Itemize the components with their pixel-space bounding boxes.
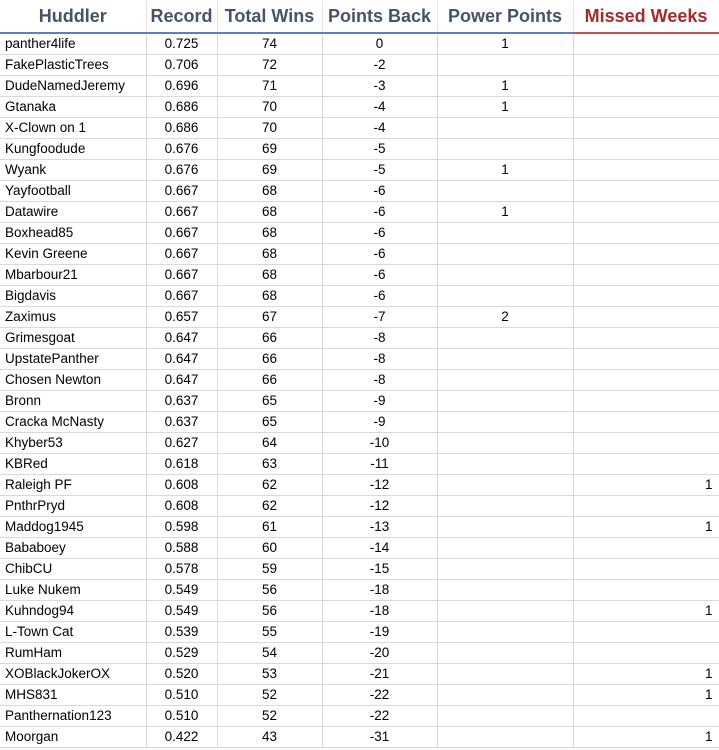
cell-points-back[interactable]: -8 bbox=[322, 349, 437, 370]
cell-points-back[interactable]: -2 bbox=[322, 55, 437, 76]
cell-record[interactable]: 0.667 bbox=[146, 181, 217, 202]
cell-total-wins[interactable]: 68 bbox=[217, 202, 322, 223]
cell-huddler[interactable]: XOBlackJokerOX bbox=[0, 664, 146, 685]
cell-points-back[interactable]: -13 bbox=[322, 517, 437, 538]
cell-points-back[interactable]: -18 bbox=[322, 601, 437, 622]
cell-total-wins[interactable]: 67 bbox=[217, 307, 322, 328]
cell-record[interactable]: 0.510 bbox=[146, 706, 217, 727]
cell-record[interactable]: 0.667 bbox=[146, 202, 217, 223]
cell-huddler[interactable]: DudeNamedJeremy bbox=[0, 76, 146, 97]
cell-huddler[interactable]: Grimesgoat bbox=[0, 328, 146, 349]
cell-total-wins[interactable]: 68 bbox=[217, 181, 322, 202]
cell-record[interactable]: 0.686 bbox=[146, 118, 217, 139]
cell-total-wins[interactable]: 66 bbox=[217, 328, 322, 349]
table-row bbox=[0, 538, 719, 559]
cell-total-wins[interactable]: 64 bbox=[217, 433, 322, 454]
cell-record[interactable]: 0.647 bbox=[146, 349, 217, 370]
cell-missed-weeks[interactable] bbox=[573, 244, 719, 265]
cell-missed-weeks[interactable] bbox=[573, 139, 719, 160]
cell-record[interactable]: 0.637 bbox=[146, 391, 217, 412]
table-row bbox=[0, 181, 719, 202]
table-row bbox=[0, 454, 719, 475]
header-record[interactable]: Record bbox=[146, 0, 217, 33]
cell-record[interactable]: 0.667 bbox=[146, 223, 217, 244]
cell-missed-weeks[interactable] bbox=[573, 118, 719, 139]
cell-points-back[interactable]: -6 bbox=[322, 286, 437, 307]
cell-missed-weeks[interactable] bbox=[573, 265, 719, 286]
cell-points-back[interactable]: -4 bbox=[322, 118, 437, 139]
cell-record[interactable]: 0.627 bbox=[146, 433, 217, 454]
cell-missed-weeks[interactable] bbox=[573, 559, 719, 580]
cell-total-wins[interactable]: 43 bbox=[217, 727, 322, 748]
cell-total-wins[interactable]: 70 bbox=[217, 118, 322, 139]
cell-record[interactable]: 0.686 bbox=[146, 97, 217, 118]
cell-missed-weeks[interactable] bbox=[573, 538, 719, 559]
cell-power-points[interactable]: 1 bbox=[437, 33, 573, 55]
cell-missed-weeks[interactable] bbox=[573, 433, 719, 454]
cell-total-wins[interactable]: 72 bbox=[217, 55, 322, 76]
cell-total-wins[interactable]: 62 bbox=[217, 496, 322, 517]
table-row bbox=[0, 475, 719, 496]
cell-huddler[interactable]: MHS831 bbox=[0, 685, 146, 706]
cell-total-wins[interactable]: 68 bbox=[217, 244, 322, 265]
cell-missed-weeks[interactable]: 1 bbox=[573, 601, 719, 622]
cell-huddler[interactable]: Maddog1945 bbox=[0, 517, 146, 538]
cell-power-points[interactable] bbox=[437, 55, 573, 76]
cell-record[interactable]: 0.657 bbox=[146, 307, 217, 328]
cell-missed-weeks[interactable] bbox=[573, 706, 719, 727]
cell-huddler[interactable]: Kuhndog94 bbox=[0, 601, 146, 622]
cell-missed-weeks[interactable] bbox=[573, 580, 719, 601]
table-row bbox=[0, 391, 719, 412]
table-row bbox=[0, 202, 719, 223]
cell-total-wins[interactable]: 71 bbox=[217, 76, 322, 97]
cell-huddler[interactable]: ChibCU bbox=[0, 559, 146, 580]
header-points-back[interactable]: Points Back bbox=[322, 0, 437, 33]
cell-power-points[interactable] bbox=[437, 328, 573, 349]
cell-huddler[interactable]: Wyank bbox=[0, 160, 146, 181]
cell-total-wins[interactable]: 68 bbox=[217, 286, 322, 307]
cell-record[interactable]: 0.696 bbox=[146, 76, 217, 97]
cell-power-points[interactable] bbox=[437, 538, 573, 559]
cell-power-points[interactable]: 1 bbox=[437, 97, 573, 118]
cell-points-back[interactable]: -22 bbox=[322, 706, 437, 727]
cell-huddler[interactable]: Raleigh PF bbox=[0, 475, 146, 496]
table-row bbox=[0, 286, 719, 307]
cell-power-points[interactable] bbox=[437, 244, 573, 265]
cell-power-points[interactable] bbox=[437, 391, 573, 412]
cell-points-back[interactable]: -15 bbox=[322, 559, 437, 580]
cell-record[interactable]: 0.422 bbox=[146, 727, 217, 748]
cell-points-back[interactable]: -14 bbox=[322, 538, 437, 559]
cell-missed-weeks[interactable] bbox=[573, 454, 719, 475]
cell-total-wins[interactable]: 66 bbox=[217, 370, 322, 391]
table-row bbox=[0, 33, 719, 55]
cell-huddler[interactable]: Bronn bbox=[0, 391, 146, 412]
table-row bbox=[0, 559, 719, 580]
cell-huddler[interactable]: Kungfoodude bbox=[0, 139, 146, 160]
cell-power-points[interactable] bbox=[437, 685, 573, 706]
cell-total-wins[interactable]: 55 bbox=[217, 622, 322, 643]
cell-missed-weeks[interactable]: 1 bbox=[573, 475, 719, 496]
cell-missed-weeks[interactable] bbox=[573, 349, 719, 370]
cell-points-back[interactable]: -11 bbox=[322, 454, 437, 475]
cell-record[interactable]: 0.510 bbox=[146, 685, 217, 706]
cell-points-back[interactable]: -12 bbox=[322, 496, 437, 517]
cell-huddler[interactable]: Chosen Newton bbox=[0, 370, 146, 391]
cell-power-points[interactable] bbox=[437, 349, 573, 370]
cell-record[interactable]: 0.549 bbox=[146, 580, 217, 601]
cell-total-wins[interactable]: 68 bbox=[217, 265, 322, 286]
cell-record[interactable]: 0.549 bbox=[146, 601, 217, 622]
table-row bbox=[0, 97, 719, 118]
cell-total-wins[interactable]: 69 bbox=[217, 160, 322, 181]
table-row bbox=[0, 328, 719, 349]
cell-record[interactable]: 0.647 bbox=[146, 328, 217, 349]
cell-total-wins[interactable]: 66 bbox=[217, 349, 322, 370]
cell-power-points[interactable] bbox=[437, 223, 573, 244]
cell-missed-weeks[interactable] bbox=[573, 286, 719, 307]
cell-record[interactable]: 0.667 bbox=[146, 286, 217, 307]
cell-huddler[interactable]: Cracka McNasty bbox=[0, 412, 146, 433]
cell-record[interactable]: 0.637 bbox=[146, 412, 217, 433]
cell-total-wins[interactable]: 52 bbox=[217, 706, 322, 727]
cell-missed-weeks[interactable] bbox=[573, 307, 719, 328]
cell-power-points[interactable] bbox=[437, 139, 573, 160]
cell-huddler[interactable]: KBRed bbox=[0, 454, 146, 475]
table-row bbox=[0, 265, 719, 286]
cell-huddler[interactable]: FakePlasticTrees bbox=[0, 55, 146, 76]
cell-power-points[interactable] bbox=[437, 118, 573, 139]
standings-body bbox=[0, 33, 719, 748]
cell-points-back[interactable]: -6 bbox=[322, 244, 437, 265]
cell-points-back[interactable]: -6 bbox=[322, 181, 437, 202]
cell-huddler[interactable]: UpstatePanther bbox=[0, 349, 146, 370]
cell-record[interactable]: 0.539 bbox=[146, 622, 217, 643]
table-row bbox=[0, 580, 719, 601]
cell-power-points[interactable] bbox=[437, 454, 573, 475]
table-row bbox=[0, 139, 719, 160]
cell-record[interactable]: 0.520 bbox=[146, 664, 217, 685]
cell-total-wins[interactable]: 54 bbox=[217, 643, 322, 664]
cell-points-back[interactable]: -9 bbox=[322, 412, 437, 433]
cell-record[interactable]: 0.725 bbox=[146, 33, 217, 55]
table-row bbox=[0, 433, 719, 454]
cell-huddler[interactable]: Mbarbour21 bbox=[0, 265, 146, 286]
cell-total-wins[interactable]: 65 bbox=[217, 391, 322, 412]
table-row bbox=[0, 685, 719, 706]
table-row bbox=[0, 223, 719, 244]
table-row bbox=[0, 76, 719, 97]
cell-power-points[interactable] bbox=[437, 706, 573, 727]
cell-missed-weeks[interactable]: 1 bbox=[573, 517, 719, 538]
table-row bbox=[0, 727, 719, 748]
cell-power-points[interactable] bbox=[437, 433, 573, 454]
table-row bbox=[0, 244, 719, 265]
cell-power-points[interactable] bbox=[437, 601, 573, 622]
cell-points-back[interactable]: -6 bbox=[322, 223, 437, 244]
table-row bbox=[0, 496, 719, 517]
cell-huddler[interactable]: Bigdavis bbox=[0, 286, 146, 307]
cell-huddler[interactable]: Bababoey bbox=[0, 538, 146, 559]
cell-missed-weeks[interactable] bbox=[573, 202, 719, 223]
cell-points-back[interactable]: -12 bbox=[322, 475, 437, 496]
cell-huddler[interactable]: Zaximus bbox=[0, 307, 146, 328]
cell-missed-weeks[interactable]: 1 bbox=[573, 727, 719, 748]
cell-points-back[interactable]: -8 bbox=[322, 370, 437, 391]
cell-points-back[interactable]: -21 bbox=[322, 664, 437, 685]
cell-missed-weeks[interactable] bbox=[573, 76, 719, 97]
cell-huddler[interactable]: Panthernation123 bbox=[0, 706, 146, 727]
cell-points-back[interactable]: -7 bbox=[322, 307, 437, 328]
cell-total-wins[interactable]: 62 bbox=[217, 475, 322, 496]
cell-total-wins[interactable]: 74 bbox=[217, 33, 322, 55]
cell-missed-weeks[interactable] bbox=[573, 496, 719, 517]
cell-total-wins[interactable]: 56 bbox=[217, 580, 322, 601]
cell-huddler[interactable]: L-Town Cat bbox=[0, 622, 146, 643]
cell-total-wins[interactable]: 56 bbox=[217, 601, 322, 622]
cell-points-back[interactable]: -3 bbox=[322, 76, 437, 97]
table-row bbox=[0, 622, 719, 643]
table-row bbox=[0, 307, 719, 328]
cell-points-back[interactable]: -8 bbox=[322, 328, 437, 349]
cell-power-points[interactable] bbox=[437, 286, 573, 307]
header-total-wins[interactable]: Total Wins bbox=[217, 0, 322, 33]
cell-total-wins[interactable]: 69 bbox=[217, 139, 322, 160]
cell-points-back[interactable]: -22 bbox=[322, 685, 437, 706]
table-row bbox=[0, 412, 719, 433]
cell-power-points[interactable]: 1 bbox=[437, 202, 573, 223]
cell-huddler[interactable]: Luke Nukem bbox=[0, 580, 146, 601]
cell-power-points[interactable]: 2 bbox=[437, 307, 573, 328]
cell-total-wins[interactable]: 61 bbox=[217, 517, 322, 538]
cell-power-points[interactable]: 1 bbox=[437, 160, 573, 181]
cell-record[interactable]: 0.608 bbox=[146, 475, 217, 496]
cell-total-wins[interactable]: 68 bbox=[217, 223, 322, 244]
cell-missed-weeks[interactable] bbox=[573, 622, 719, 643]
table-row bbox=[0, 664, 719, 685]
cell-power-points[interactable]: 1 bbox=[437, 76, 573, 97]
cell-missed-weeks[interactable]: 1 bbox=[573, 685, 719, 706]
cell-record[interactable]: 0.529 bbox=[146, 643, 217, 664]
cell-missed-weeks[interactable] bbox=[573, 33, 719, 55]
cell-power-points[interactable] bbox=[437, 559, 573, 580]
cell-power-points[interactable] bbox=[437, 181, 573, 202]
cell-power-points[interactable] bbox=[437, 664, 573, 685]
cell-record[interactable]: 0.667 bbox=[146, 244, 217, 265]
cell-total-wins[interactable]: 60 bbox=[217, 538, 322, 559]
cell-record[interactable]: 0.667 bbox=[146, 265, 217, 286]
cell-power-points[interactable] bbox=[437, 622, 573, 643]
cell-points-back[interactable]: -18 bbox=[322, 580, 437, 601]
cell-missed-weeks[interactable] bbox=[573, 391, 719, 412]
table-row bbox=[0, 517, 719, 538]
cell-power-points[interactable] bbox=[437, 517, 573, 538]
header-power-points[interactable]: Power Points bbox=[437, 0, 573, 33]
cell-points-back[interactable]: -6 bbox=[322, 265, 437, 286]
cell-huddler[interactable]: panther4life bbox=[0, 33, 146, 55]
table-row bbox=[0, 370, 719, 391]
cell-huddler[interactable]: Kevin Greene bbox=[0, 244, 146, 265]
cell-record[interactable]: 0.706 bbox=[146, 55, 217, 76]
cell-points-back[interactable]: -20 bbox=[322, 643, 437, 664]
cell-missed-weeks[interactable] bbox=[573, 97, 719, 118]
cell-missed-weeks[interactable] bbox=[573, 412, 719, 433]
cell-huddler[interactable]: Boxhead85 bbox=[0, 223, 146, 244]
header-huddler[interactable]: Huddler bbox=[0, 0, 146, 33]
cell-record[interactable]: 0.578 bbox=[146, 559, 217, 580]
cell-total-wins[interactable]: 70 bbox=[217, 97, 322, 118]
cell-record[interactable]: 0.647 bbox=[146, 370, 217, 391]
cell-power-points[interactable] bbox=[437, 412, 573, 433]
cell-points-back[interactable]: -31 bbox=[322, 727, 437, 748]
cell-record[interactable]: 0.588 bbox=[146, 538, 217, 559]
cell-missed-weeks[interactable]: 1 bbox=[573, 664, 719, 685]
standings-header bbox=[0, 0, 719, 33]
cell-record[interactable]: 0.618 bbox=[146, 454, 217, 475]
cell-huddler[interactable]: Gtanaka bbox=[0, 97, 146, 118]
cell-points-back[interactable]: -4 bbox=[322, 97, 437, 118]
cell-record[interactable]: 0.598 bbox=[146, 517, 217, 538]
cell-record[interactable]: 0.676 bbox=[146, 160, 217, 181]
cell-points-back[interactable]: -9 bbox=[322, 391, 437, 412]
cell-huddler[interactable]: Yayfootball bbox=[0, 181, 146, 202]
cell-huddler[interactable]: Moorgan bbox=[0, 727, 146, 748]
header-missed-weeks[interactable]: Missed Weeks bbox=[573, 0, 719, 33]
cell-points-back[interactable]: -19 bbox=[322, 622, 437, 643]
cell-points-back[interactable]: -5 bbox=[322, 139, 437, 160]
table-row bbox=[0, 118, 719, 139]
table-row bbox=[0, 160, 719, 181]
cell-huddler[interactable]: X-Clown on 1 bbox=[0, 118, 146, 139]
cell-missed-weeks[interactable] bbox=[573, 643, 719, 664]
table-row bbox=[0, 643, 719, 664]
table-row bbox=[0, 706, 719, 727]
cell-missed-weeks[interactable] bbox=[573, 223, 719, 244]
cell-huddler[interactable]: Khyber53 bbox=[0, 433, 146, 454]
table-row bbox=[0, 349, 719, 370]
cell-missed-weeks[interactable] bbox=[573, 55, 719, 76]
cell-power-points[interactable] bbox=[437, 496, 573, 517]
cell-huddler[interactable]: Datawire bbox=[0, 202, 146, 223]
cell-missed-weeks[interactable] bbox=[573, 181, 719, 202]
cell-power-points[interactable] bbox=[437, 475, 573, 496]
cell-power-points[interactable] bbox=[437, 370, 573, 391]
cell-points-back[interactable]: -6 bbox=[322, 202, 437, 223]
table-row bbox=[0, 601, 719, 622]
cell-total-wins[interactable]: 65 bbox=[217, 412, 322, 433]
cell-total-wins[interactable]: 53 bbox=[217, 664, 322, 685]
cell-missed-weeks[interactable] bbox=[573, 160, 719, 181]
cell-record[interactable]: 0.676 bbox=[146, 139, 217, 160]
cell-points-back[interactable]: -10 bbox=[322, 433, 437, 454]
cell-record[interactable]: 0.608 bbox=[146, 496, 217, 517]
cell-total-wins[interactable]: 52 bbox=[217, 685, 322, 706]
cell-missed-weeks[interactable] bbox=[573, 328, 719, 349]
cell-power-points[interactable] bbox=[437, 580, 573, 601]
cell-missed-weeks[interactable] bbox=[573, 370, 719, 391]
header-row bbox=[0, 0, 719, 33]
cell-power-points[interactable] bbox=[437, 265, 573, 286]
cell-points-back[interactable]: -5 bbox=[322, 160, 437, 181]
cell-huddler[interactable]: PnthrPryd bbox=[0, 496, 146, 517]
cell-total-wins[interactable]: 63 bbox=[217, 454, 322, 475]
cell-power-points[interactable] bbox=[437, 727, 573, 748]
cell-huddler[interactable]: RumHam bbox=[0, 643, 146, 664]
table-row bbox=[0, 55, 719, 76]
cell-total-wins[interactable]: 59 bbox=[217, 559, 322, 580]
cell-points-back[interactable]: 0 bbox=[322, 33, 437, 55]
cell-power-points[interactable] bbox=[437, 643, 573, 664]
